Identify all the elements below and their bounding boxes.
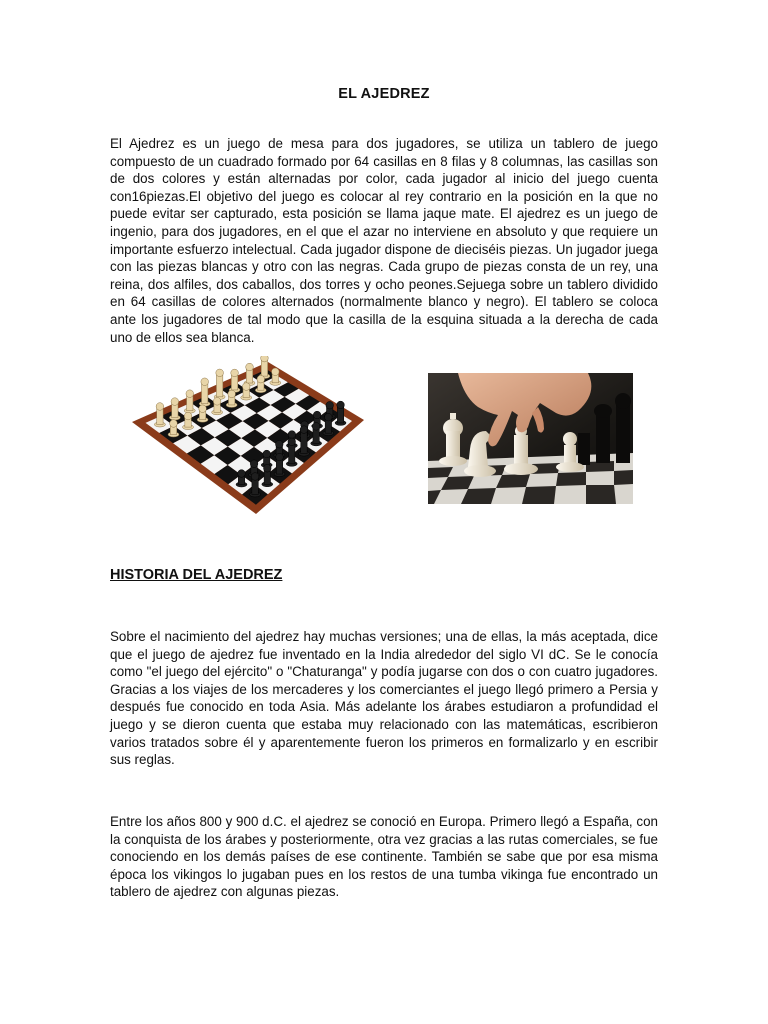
intro-paragraph: El Ajedrez es un juego de mesa para dos jugadores, se utiliza un tablero de juego compuesto de un cuadrado formado por 64 casillas en 8 filas y 8 columnas, las casillas son de dos colores y están alternadas por color, cada jugador al inicio del juego cuenta con16piezas.El objetivo del juego es colocar al rey contrario en la posición en la que no puede evitar ser capturado, esta posición se llama jaque mate. El ajedrez es un juego de ingenio, para dos jugadores, en el que el azar no interviene en absoluto y que requiere un importante esfuerzo intelectual. Cada jugador dispone de dieciséis piezas. Un jugador juega con las piezas blancas y otro con las negras. Cada grupo de piezas consta de un rey, una reina, dos alfiles, dos caballos, dos torres y ocho peones.Sejuega sobre un tablero dividido en 64 casillas de colores alternados (normalmente blanco y negro). El tablero se coloca ante los jugadores de tal modo que la casilla de la esquina situada a la derecha de cada uno de ellos sea blanca.	[110, 136, 658, 345]
chessboard-drawing	[128, 356, 368, 518]
chess-hand-photo	[428, 373, 633, 504]
history-paragraph-2: Entre los años 800 y 900 d.C. el ajedrez se conoció en Europa. Primero llegó a España, con la conquista de los árabes y posteriormente, otra vez gracias a las rutas comerciales, se fue conociendo en los demás países de ese continente. También se sabe que por esa misma época los vikingos lo jugaban pues en los restos de una tumba vikinga fue encontrado un tablero de ajedrez con algunas piezas.	[110, 814, 658, 900]
page-title: EL AJEDREZ	[338, 86, 430, 102]
chessboard-illustration	[128, 356, 368, 518]
chess-hand-drawing	[428, 373, 633, 504]
history-heading: HISTORIA DEL AJEDREZ	[110, 567, 283, 583]
history-paragraph-1: Sobre el nacimiento del ajedrez hay muchas versiones; una de ellas, la más aceptada, dice que el juego de ajedrez fue inventado en la India alrededor del siglo VI dC. Se le conocía como "el juego del ejército" o "Chaturanga" y podía jugarse con dos o con cuatro jugadores. Gracias a los viajes de los mercaderes y los comerciantes el juego llegó primero a Persia y después fue conocido en toda Asia. Más adelante los árabes estudiaron a profundidad el juego y se dieron cuenta que estaba muy relacionado con las matemáticas, escribieron varios tratados sobre él y aparentemente fueron los primeros en formalizarlo y en escribir sus reglas.	[110, 629, 658, 768]
